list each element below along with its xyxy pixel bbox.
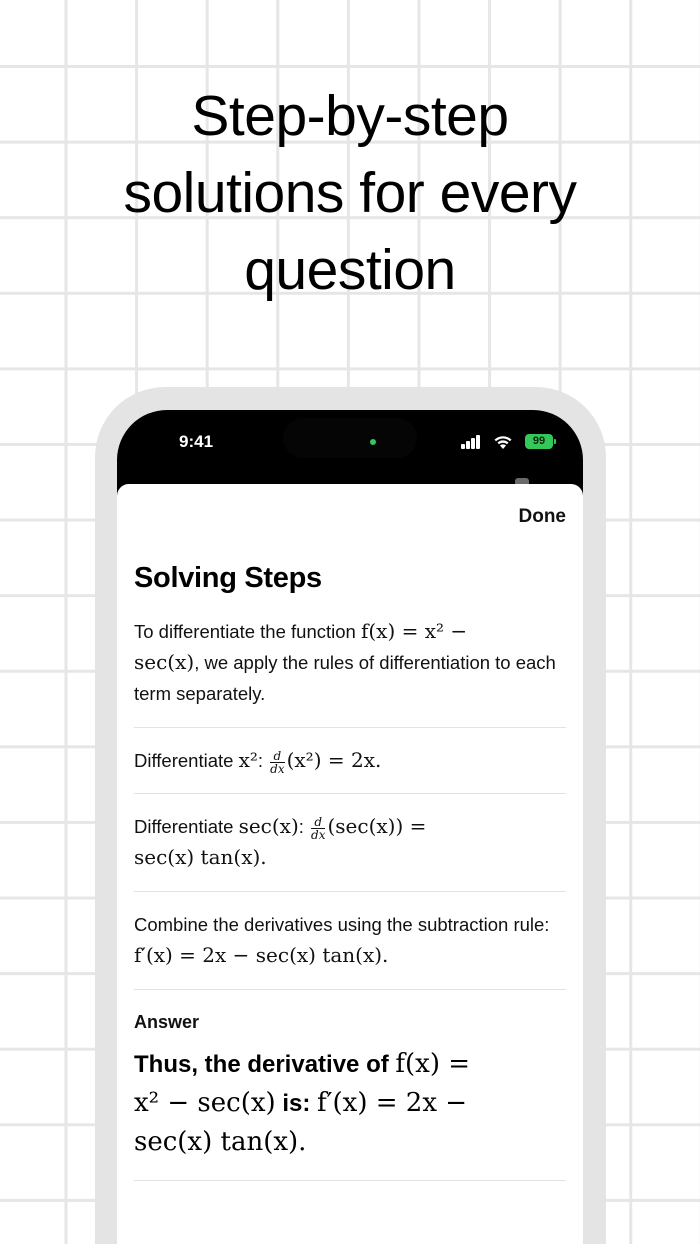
step-2-term: sec(x) (238, 814, 299, 838)
intro-math-2: sec(x) (134, 650, 195, 674)
derivative-operator (311, 816, 325, 841)
step-1-label: Differentiate (134, 750, 239, 771)
step-3 (134, 892, 566, 989)
step-1-expr: (x²) = 2x. (286, 748, 382, 772)
phone-screen (117, 410, 583, 1244)
headline-line-2: solutions for every (123, 161, 577, 225)
answer-body (134, 1045, 566, 1180)
intro-math-1: f(x) = x² − (360, 619, 468, 643)
wifi-icon (493, 434, 513, 450)
done-button[interactable]: Done (518, 506, 566, 527)
step-2-expr: (sec(x)) = (327, 814, 427, 838)
battery-icon: 99 (525, 434, 553, 449)
step-2-expr-line2: sec(x) tan(x). (134, 845, 267, 869)
answer-math-1: f(x) = (395, 1049, 471, 1079)
step-3-expr: f′(x) = 2x − sec(x) tan(x). (134, 943, 389, 967)
battery-tip (554, 439, 556, 444)
headline (0, 78, 700, 309)
answer-math-4: sec(x) tan(x). (134, 1127, 307, 1157)
status-bar (117, 410, 583, 480)
status-time: 9:41 (179, 432, 214, 451)
frac-num: d (270, 750, 284, 763)
step-1-term: x² (238, 748, 258, 772)
camera-indicator-icon (370, 439, 376, 445)
answer-math-3: f′(x) = 2x − (317, 1088, 468, 1118)
derivative-operator (270, 750, 284, 775)
answer-text-1: Thus, the derivative of (134, 1051, 396, 1078)
dynamic-island (283, 418, 417, 458)
answer-text-2: is: (275, 1090, 317, 1117)
headline-line-1: Step-by-step (191, 84, 509, 148)
frac-num: d (311, 816, 325, 829)
step-2-colon: : (298, 816, 310, 837)
frac-den: dx (311, 827, 326, 842)
answer-math-2: x² − sec(x) (134, 1088, 276, 1118)
step-1-colon: : (257, 750, 269, 771)
step-2-label: Differentiate (134, 816, 239, 837)
intro-text: To differentiate the function (134, 621, 361, 642)
step-1 (134, 728, 566, 793)
divider (134, 1180, 566, 1181)
intro-text-after: , we apply the rules of differentiation to each term separately. (134, 652, 556, 704)
frac-den: dx (270, 761, 285, 776)
solving-steps-sheet (117, 484, 583, 1244)
sheet-content (134, 558, 566, 1181)
sheet-title: Solving Steps (134, 562, 322, 594)
signal-icon (461, 436, 481, 449)
headline-line-3: question (244, 238, 456, 302)
divider (134, 989, 566, 990)
step-3-text: Combine the derivatives using the subtraction rule: (134, 914, 550, 935)
intro-paragraph (134, 616, 566, 727)
step-2 (134, 794, 566, 891)
answer-label: Answer (134, 1012, 200, 1032)
